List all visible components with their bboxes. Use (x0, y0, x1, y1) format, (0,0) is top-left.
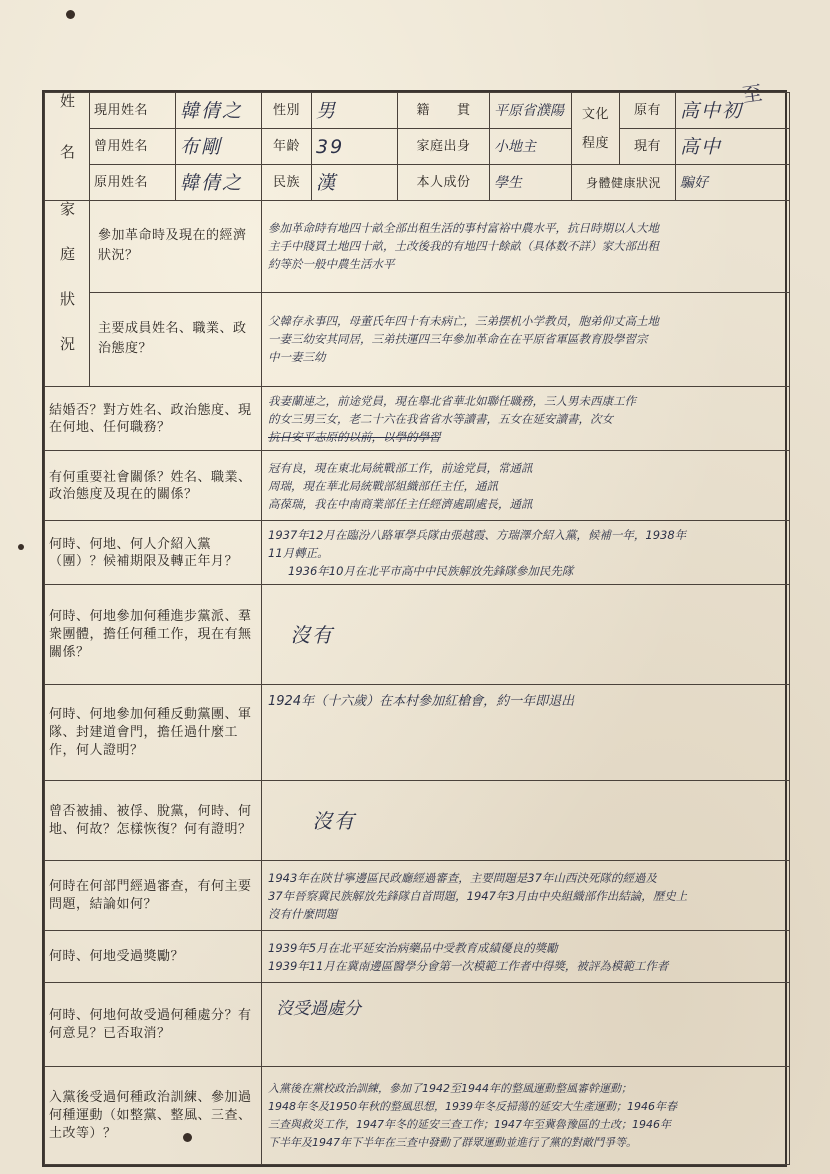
marriage-line: 的女三男三女，老二十六在我省省水等讀書，五女在延安讀書，次女 (268, 411, 613, 426)
party-join-label: 何時、何地、何人介紹入黨（團）？候補期限及轉正年月？ (45, 521, 262, 585)
awards-value (262, 931, 790, 983)
training-line: 三查與救災工作，1947年冬的延安三查工作；1947年至冀魯豫區的土改；1946年 (268, 1117, 671, 1131)
party-join-line: 1937年12月在臨汾八路軍學兵隊由張越霞、方瑞澤介紹入黨，候補一年，1938年 (268, 527, 687, 542)
review-label: 何時在何部門經過審查，有何主要問題，結論如何？ (45, 861, 262, 931)
age-value: 39 (312, 129, 398, 165)
age-label: 年齡 (262, 129, 312, 165)
marriage-value (262, 387, 790, 451)
economic-line: 約等於一般中農生活水平 (268, 257, 395, 272)
punch-hole-top (66, 10, 75, 19)
members-line: 中一妻三幼 (268, 350, 326, 365)
family-section-label (45, 201, 90, 387)
economic-line: 主手中賤買土地四十畝，土改後我的有地四十餘畝（具体数不詳）家大部出租 (268, 239, 659, 254)
awards-line: 1939年11月在冀南邊區醫學分會第一次模範工作者中得獎，被評為模範工作者 (268, 958, 669, 973)
training-line: 1948年冬及1950年秋的整風思想，1939年冬反掃蕩的延安大生產運動；1946年春 (268, 1099, 677, 1113)
social-label: 有何重要社會關係？姓名、職業、政治態度及現在的關係？ (45, 451, 262, 521)
personal-status-label: 本人成份 (398, 165, 490, 201)
education-label-line1: 文化 (581, 106, 609, 122)
arrest-label: 曾否被捕、被俘、脫黨，何時、何地、何故？怎樣恢復？何有證明？ (45, 781, 262, 861)
awards-line: 1939年5月在北平延安治病藥品中受教育成績優良的獎勵 (268, 940, 558, 955)
current-name-label: 現用姓名 (90, 93, 176, 129)
original-education-value: 高中初 (676, 93, 790, 129)
original-education-label: 原有 (620, 93, 676, 129)
ethnicity-value: 漢 (312, 165, 398, 201)
review-line: 37年晉察冀民族解放先鋒隊自首問題，1947年3月由中央組織部作出結論，歷史上 (268, 888, 688, 903)
review-line: 1943年在陝甘寧邊區民政廳經過審查，主要問題是37年山西決死隊的經過及 (268, 870, 657, 885)
training-line: 入黨後在黨校政治訓練，參加了1942至1944年的整風運動整風審幹運動； (268, 1081, 632, 1095)
family-section-chars: 家庭狀況 (58, 201, 76, 381)
punishment-value: 沒受過處分 (262, 983, 790, 1067)
former-name-value: 布剛 (176, 129, 262, 165)
marriage-label: 結婚否？對方姓名、政治態度、現在何地、任何職務？ (45, 387, 262, 451)
arrest-value: 沒有 (262, 781, 790, 861)
former-name-label: 曾用姓名 (90, 129, 176, 165)
sex-value: 男 (312, 93, 398, 129)
members-line: 一妻三幼安其同居，三弟扶運四三年參加革命在在平原省軍區教育股學習宗 (268, 332, 648, 347)
members-value (262, 292, 790, 386)
members-line: 父韓存永事四，母董氏年四十有未病亡，三弟摆机小学教员，胞弟仰丈高土地 (268, 314, 659, 329)
present-education-value: 高中 (676, 129, 790, 165)
birth-name-label: 原用姓名 (90, 165, 176, 201)
social-line: 周瑞，現在華北局統戰部組織部任主任，通訊 (268, 478, 498, 493)
review-line: 沒有什麼問題 (268, 906, 337, 921)
family-origin-label: 家庭出身 (398, 129, 490, 165)
personnel-form (42, 90, 787, 1167)
progressive-label: 何時、何地參加何種進步黨派、羣衆團體，擔任何種工作，現在有無關係？ (45, 585, 262, 685)
sex-label: 性別 (262, 93, 312, 129)
social-line: 高葆瑞，我在中南商業部任主任經濟處副處長，通訊 (268, 496, 533, 511)
training-line: 下半年及1947年下半年在三查中發動了群眾運動並進行了黨的對敵鬥爭等。 (268, 1135, 637, 1149)
economic-line: 參加革命時有地四十畝全部出租生活的事村富裕中農水平，抗日時期以人大地 (268, 221, 659, 236)
name-section-char: 姓名 (58, 93, 76, 195)
reactionary-value: 1924年（十六歲）在本村參加紅槍會，約一年即退出 (262, 685, 790, 781)
economic-label: 參加革命時及現在的經濟狀況？ (90, 201, 262, 293)
party-join-line: 11月轉正。 (268, 545, 329, 560)
birth-name-value: 韓倩之 (176, 165, 262, 201)
punch-hole-mid-left (18, 544, 24, 550)
present-education-label: 現有 (620, 129, 676, 165)
social-line: 冠有良，現在東北局統戰部工作，前途党員，常通訊 (268, 460, 533, 475)
training-value (262, 1067, 790, 1165)
current-name-value: 韓倩之 (176, 93, 262, 129)
party-join-line: 1936年10月在北平市高中中民族解放先鋒隊參加民先隊 (288, 563, 574, 578)
family-origin-value: 小地主 (490, 129, 572, 165)
ethnicity-label: 民族 (262, 165, 312, 201)
native-place-label: 籍 貫 (398, 93, 490, 129)
training-label: 入黨後受過何種政治訓練、參加過何種運動（如整黨、整風、三查、土改等）？ (45, 1067, 262, 1165)
reactionary-label: 何時、何地參加何種反動黨團、軍隊、封建道會門，擔任過什麼工作，何人證明？ (45, 685, 262, 781)
personal-status-value: 學生 (490, 165, 572, 201)
progressive-value: 沒有 (262, 585, 790, 685)
punishment-label: 何時、何地何故受過何種處分？有何意見？已否取消？ (45, 983, 262, 1067)
party-join-value (262, 521, 790, 585)
marriage-line: 我妻蘭連之，前途党員，現在舉北省華北如聯任職務，三人男未西康工作 (268, 393, 636, 408)
health-label: 身體健康狀況 (572, 165, 676, 201)
name-section-label (45, 93, 90, 201)
education-label-line2: 程度 (581, 135, 609, 151)
marriage-line: 抗日安平志原的以前，以學的學習 (268, 429, 441, 444)
corner-note: 至 (740, 80, 764, 108)
education-label (572, 93, 620, 165)
review-value (262, 861, 790, 931)
native-place-value: 平原省濮陽 (490, 93, 572, 129)
economic-value (262, 201, 790, 293)
members-label: 主要成員姓名、職業、政治態度？ (90, 292, 262, 386)
social-value (262, 451, 790, 521)
health-value: 騙好 (676, 165, 790, 201)
awards-label: 何時、何地受過獎勵？ (45, 931, 262, 983)
